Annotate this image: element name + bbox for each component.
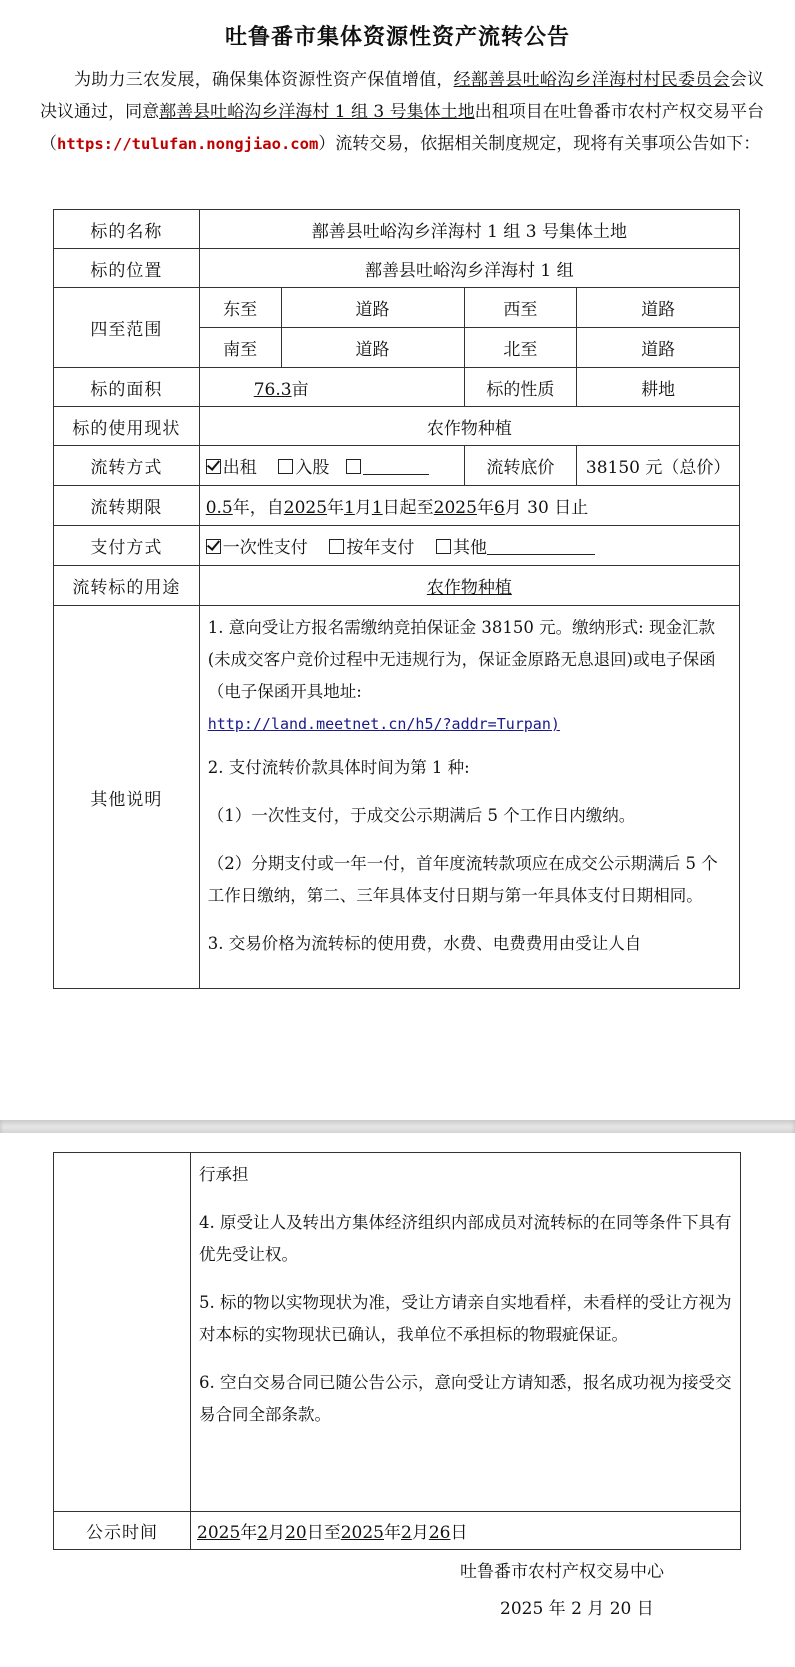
notice-time-label: 公示时间 bbox=[54, 1512, 191, 1550]
notes-label-continued bbox=[54, 1153, 191, 1512]
checkbox-rent[interactable] bbox=[206, 459, 221, 474]
checkbox-other-payment[interactable] bbox=[436, 539, 451, 554]
notes-content bbox=[199, 606, 739, 989]
payment-options bbox=[199, 526, 739, 566]
notice-table bbox=[53, 209, 740, 989]
name-label: 标的名称 bbox=[54, 210, 200, 249]
purpose-value-cell bbox=[199, 566, 739, 606]
base-price-value: 38150 元（总价） bbox=[577, 446, 740, 486]
signer-name: 吐鲁番市农村产权交易中心 bbox=[460, 1562, 664, 1582]
nature-value: 耕地 bbox=[577, 368, 740, 407]
east-value: 道路 bbox=[281, 288, 464, 328]
south-label: 南至 bbox=[199, 328, 281, 368]
method-options bbox=[199, 446, 464, 486]
note-2: 2. 支付流转价款具体时间为第 1 种: bbox=[207, 758, 470, 777]
purpose-value: 农作物种植 bbox=[426, 578, 512, 598]
intro-party: 经鄯善县吐峪沟乡洋海村村民委员会 bbox=[453, 70, 730, 90]
intro-text-3: 出租项目在吐鲁番市农村产权交易平台（ bbox=[40, 102, 765, 154]
base-price-label: 流转底价 bbox=[464, 446, 577, 486]
option-lump-sum[interactable]: 一次性支付 bbox=[206, 538, 308, 558]
intro-text-4: ）流转交易，依据相关制度规定，现将有关事项公告如下： bbox=[318, 134, 761, 154]
notes-label: 其他说明 bbox=[54, 606, 200, 989]
name-value: 鄯善县吐峪沟乡洋海村 1 组 3 号集体土地 bbox=[199, 210, 739, 249]
west-label: 西至 bbox=[464, 288, 577, 328]
other-payment-blank[interactable] bbox=[487, 554, 595, 555]
purpose-label: 流转标的用途 bbox=[54, 566, 200, 606]
area-cell bbox=[199, 368, 464, 407]
option-rent[interactable]: 出租 bbox=[206, 458, 257, 478]
sign-date: 2025 年 2 月 20 日 bbox=[500, 1599, 654, 1619]
intro-text-2: 会议决议通过，同意 bbox=[40, 70, 765, 122]
option-other-payment[interactable]: 其他 bbox=[436, 538, 595, 558]
location-value: 鄯善县吐峪沟乡洋海村 1 组 bbox=[199, 249, 739, 288]
payment-label: 支付方式 bbox=[54, 526, 200, 566]
note-2a: （1）一次性支付，于成交公示期满后 5 个工作日内缴纳。 bbox=[207, 806, 636, 825]
area-label: 标的面积 bbox=[54, 368, 200, 407]
nature-label: 标的性质 bbox=[464, 368, 577, 407]
east-label: 东至 bbox=[199, 288, 281, 328]
checkbox-lump-sum[interactable] bbox=[206, 539, 221, 554]
option-other-method[interactable] bbox=[346, 458, 429, 478]
bounds-label: 四至范围 bbox=[54, 288, 200, 368]
checkbox-annual[interactable] bbox=[329, 539, 344, 554]
note-3-end: 行承担 bbox=[199, 1165, 249, 1184]
note-6: 6. 空白交易合同已随公告公示，意向受让方请知悉，报名成功视为接受交易合同全部条款。 bbox=[199, 1373, 732, 1424]
intro-project: 鄯善县吐峪沟乡洋海村 1 组 3 号集体土地 bbox=[159, 102, 475, 122]
note-5: 5. 标的物以实物现状为准，受让方请亲自实地看样，未看样的受让方视为对本标的实物现状已确认，我单位不承担标的物瑕疵保证。 bbox=[199, 1293, 732, 1344]
south-value: 道路 bbox=[281, 328, 464, 368]
north-label: 北至 bbox=[464, 328, 577, 368]
notes-content-continued bbox=[191, 1153, 741, 1512]
option-annual[interactable]: 按年支付 bbox=[329, 538, 414, 558]
method-label: 流转方式 bbox=[54, 446, 200, 486]
note-3-start: 3. 交易价格为流转标的使用费，水费、电费费用由受让人自 bbox=[207, 934, 642, 953]
guarantee-url-link[interactable]: http://land.meetnet.cn/h5/?addr=Turpan) bbox=[207, 715, 560, 733]
usage-value: 农作物种植 bbox=[199, 407, 739, 446]
checkbox-share[interactable] bbox=[278, 459, 293, 474]
area-value: 76.3 bbox=[253, 379, 292, 400]
intro-paragraph bbox=[40, 64, 764, 160]
location-label: 标的位置 bbox=[54, 249, 200, 288]
notice-table-continued bbox=[53, 1152, 741, 1550]
platform-url-link[interactable]: https://tulufan.nongjiao.com bbox=[57, 135, 319, 153]
checkbox-other-method[interactable] bbox=[346, 459, 361, 474]
term-value: 0.5年，自2025年1月1日起至2025年6月 30 日止 bbox=[199, 486, 739, 526]
intro-text-1: 为助力三农发展，确保集体资源性资产保值增值， bbox=[74, 70, 454, 90]
area-unit: 亩 bbox=[291, 379, 309, 400]
north-value: 道路 bbox=[577, 328, 740, 368]
usage-label: 标的使用现状 bbox=[54, 407, 200, 446]
note-1: 1. 意向受让方报名需缴纳竞拍保证金 38150 元。缴纳形式: 现金汇款(未成交客户竞价过程中无违规行为，保证金原路无息退回)或电子保函（电子保函开具地址: bbox=[207, 618, 716, 701]
term-label: 流转期限 bbox=[54, 486, 200, 526]
notice-time-value: 2025年2月20日至2025年2月26日 bbox=[191, 1512, 741, 1550]
note-4: 4. 原受让人及转出方集体经济组织内部成员对流转标的在同等条件下具有优先受让权。 bbox=[199, 1213, 732, 1264]
west-value: 道路 bbox=[577, 288, 740, 328]
option-share[interactable]: 入股 bbox=[278, 458, 329, 478]
other-method-blank[interactable] bbox=[363, 474, 429, 475]
note-2b: （2）分期支付或一年一付，首年度流转款项应在成交公示期满后 5 个工作日缴纳，第二、三年具体支付日期与第一年具体支付日期相同。 bbox=[207, 854, 718, 905]
page-divider bbox=[0, 1120, 795, 1133]
notice-title: 吐鲁番市集体资源性资产流转公告 bbox=[224, 24, 570, 50]
